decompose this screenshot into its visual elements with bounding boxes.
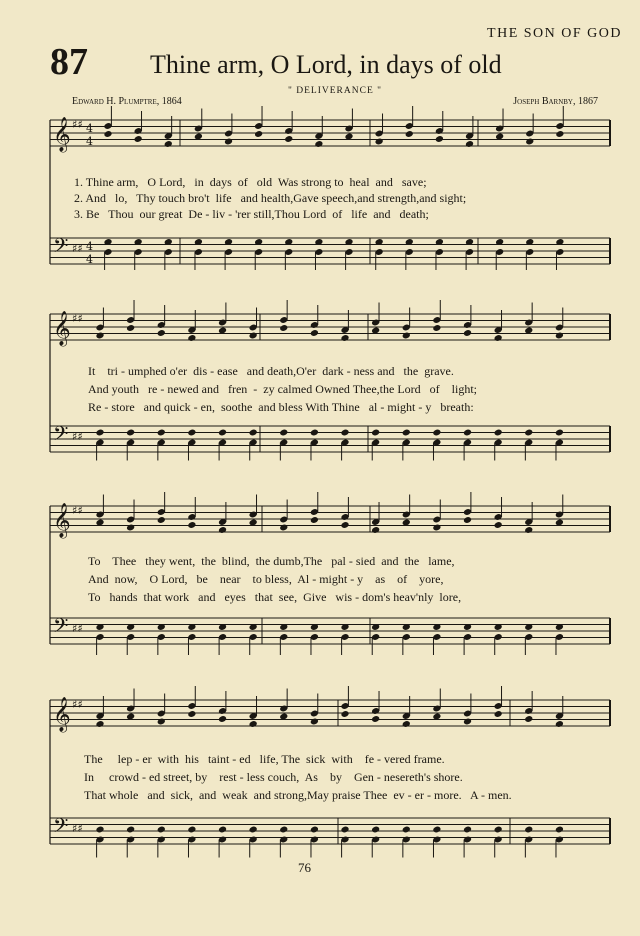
lyric-line: The lep - er with his taint - ed life, The sick with fe - vered frame.: [84, 752, 445, 766]
note-head: [402, 826, 411, 834]
bass-clef: 𝄢: [53, 422, 69, 450]
note-head: [279, 429, 288, 437]
note-head: [405, 130, 414, 138]
note-head: [371, 715, 380, 723]
note-head: [340, 334, 349, 342]
note-head: [555, 720, 564, 728]
lyric-line: 1. Thine arm, O Lord, in days of old Was strong to heal and save;: [74, 175, 427, 189]
note-head: [126, 324, 135, 332]
note-head: [126, 429, 135, 437]
note-head: [494, 521, 503, 529]
note-head: [494, 334, 503, 342]
note-head: [494, 710, 503, 718]
note-head: [310, 826, 319, 834]
key-signature: ♯♯: [72, 822, 83, 835]
note-head: [432, 524, 441, 532]
note-head: [187, 429, 196, 437]
page-number: 76: [298, 860, 311, 875]
lyric-line: In crowd - ed street, by rest - less couch, As by Gen - nesereth's shore.: [84, 770, 463, 784]
note-head: [95, 429, 104, 437]
key-signature: ♯♯: [72, 312, 83, 325]
note-head: [254, 130, 263, 138]
bass-clef: 𝄢: [53, 234, 69, 262]
note-head: [284, 135, 293, 143]
note-head: [463, 516, 472, 524]
note-head: [310, 429, 319, 437]
note-head: [157, 718, 166, 726]
time-signature: 4: [86, 253, 93, 266]
note-head: [95, 826, 104, 834]
note-head: [249, 826, 258, 834]
note-head: [555, 429, 564, 437]
lyric-line: Re - store and quick - en, soothe and bless With Thine al - might - y breath:: [88, 400, 474, 414]
note-head: [494, 429, 503, 437]
note-head: [555, 826, 564, 834]
note-head: [249, 720, 258, 728]
note-head: [157, 329, 166, 337]
author-credit: Edward H. Plumptre, 1864: [72, 96, 182, 107]
treble-clef: 𝄞: [53, 503, 71, 538]
note-head: [249, 429, 258, 437]
note-head: [375, 138, 384, 146]
key-signature: ♯♯: [72, 698, 83, 711]
note-head: [310, 329, 319, 337]
note-head: [465, 140, 474, 148]
note-head: [157, 429, 166, 437]
note-head: [371, 826, 380, 834]
note-head: [555, 130, 564, 138]
note-head: [95, 720, 104, 728]
note-head: [463, 429, 472, 437]
key-signature: ♯♯: [72, 622, 83, 635]
key-signature: ♯♯: [72, 504, 83, 517]
note-head: [524, 526, 533, 534]
note-head: [187, 334, 196, 342]
tune-name: " DELIVERANCE ": [288, 86, 382, 96]
note-head: [340, 710, 349, 718]
note-head: [164, 140, 173, 148]
note-head: [314, 140, 323, 148]
note-head: [218, 429, 227, 437]
lyric-line: To hands that work and eyes that see, Give wis - dom's heav'nly lore,: [88, 590, 462, 604]
hymn-number: 87: [50, 41, 88, 83]
note-head: [279, 524, 288, 532]
note-head: [310, 718, 319, 726]
note-head: [279, 826, 288, 834]
note-head: [126, 524, 135, 532]
note-head: [187, 710, 196, 718]
note-head: [494, 826, 503, 834]
lyric-line: To Thee they went, the blind, the dumb,The pal - sied and the lame,: [88, 554, 455, 568]
note-head: [432, 429, 441, 437]
note-head: [435, 135, 444, 143]
time-signature: 4: [86, 122, 93, 135]
note-head: [402, 429, 411, 437]
treble-clef: 𝄞: [53, 117, 71, 152]
lyric-line: And youth re - newed and fren - zy calmed Owned Thee,the Lord of light;: [88, 382, 477, 396]
time-signature: 4: [86, 240, 93, 253]
note-head: [524, 715, 533, 723]
note-head: [187, 826, 196, 834]
treble-clef: 𝄞: [53, 697, 71, 732]
note-head: [463, 329, 472, 337]
note-head: [524, 429, 533, 437]
note-head: [524, 826, 533, 834]
note-head: [157, 826, 166, 834]
lyric-line: 3. Be Thou our great De - liv - 'rer still,Thou Lord of life and death;: [74, 207, 429, 221]
note-head: [95, 332, 104, 340]
note-head: [157, 516, 166, 524]
note-head: [340, 826, 349, 834]
bass-clef: 𝄢: [53, 614, 69, 642]
note-head: [340, 429, 349, 437]
note-head: [134, 135, 143, 143]
note-head: [525, 138, 534, 146]
note-head: [463, 718, 472, 726]
note-head: [402, 332, 411, 340]
key-signature: ♯♯: [72, 118, 83, 131]
note-head: [340, 521, 349, 529]
note-head: [279, 324, 288, 332]
bass-clef: 𝄢: [53, 814, 69, 842]
note-head: [218, 826, 227, 834]
time-signature: 4: [86, 135, 93, 148]
note-head: [218, 526, 227, 534]
note-head: [463, 826, 472, 834]
note-head: [249, 332, 258, 340]
section-title: THE SON OF GOD: [487, 26, 622, 41]
lyric-line: 2. And lo, Thy touch bro't life and health,Gave speech,and strength,and sight;: [74, 191, 467, 205]
lyric-line: It tri - umphed o'er dis - ease and death,O'er dark - ness and the grave.: [88, 364, 454, 378]
note-head: [218, 715, 227, 723]
note-head: [555, 332, 564, 340]
note-head: [126, 826, 135, 834]
lyric-line: And now, O Lord, be near to bless, Al - might - y as of yore,: [88, 572, 444, 586]
note-head: [371, 429, 380, 437]
note-head: [103, 130, 112, 138]
note-head: [371, 526, 380, 534]
note-head: [402, 720, 411, 728]
treble-clef: 𝄞: [53, 311, 71, 346]
key-signature: ♯♯: [72, 242, 83, 255]
key-signature: ♯♯: [72, 430, 83, 443]
note-head: [432, 826, 441, 834]
hymn-title: Thine arm, O Lord, in days of old: [150, 50, 502, 79]
note-head: [432, 324, 441, 332]
composer-credit: Joseph Barnby, 1867: [513, 96, 598, 107]
note-head: [187, 521, 196, 529]
note-head: [224, 138, 233, 146]
note-head: [310, 516, 319, 524]
lyric-line: That whole and sick, and weak and strong,May praise Thee ev - er - more. A - men.: [84, 788, 512, 802]
